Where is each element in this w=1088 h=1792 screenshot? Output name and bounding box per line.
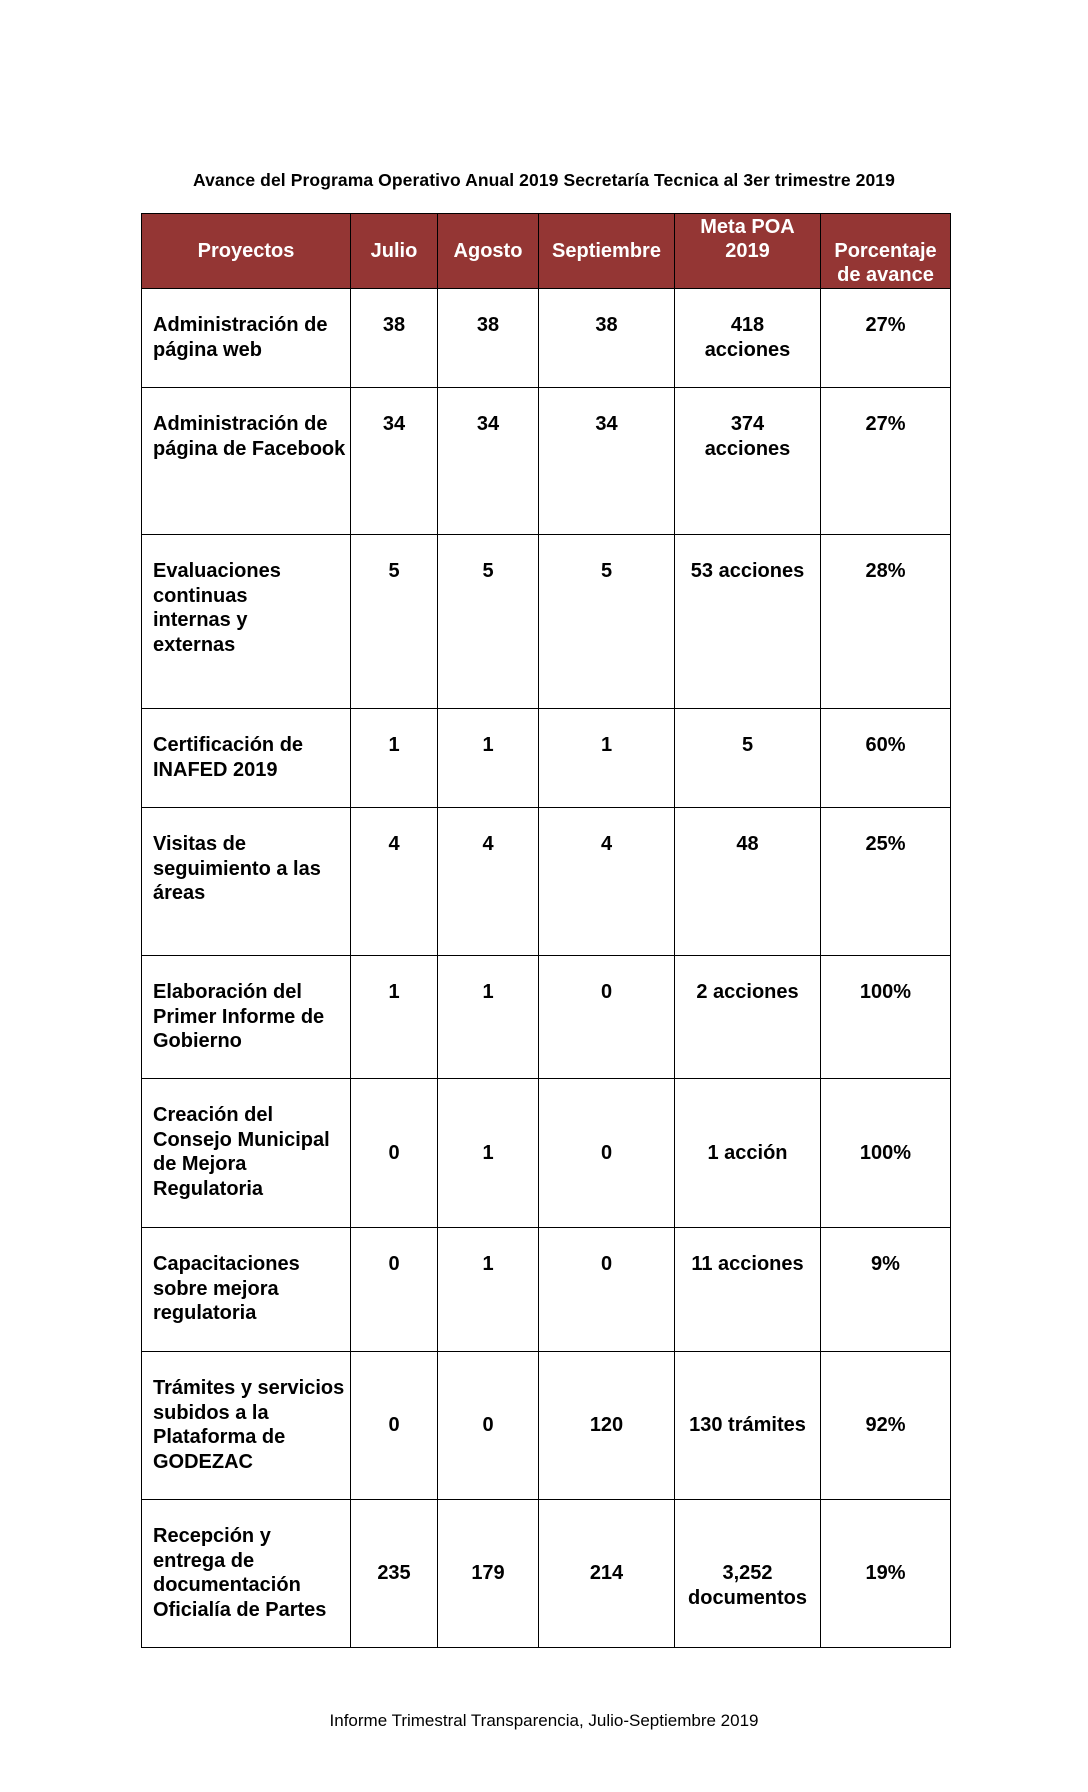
header-meta-line2: 2019: [725, 240, 770, 262]
cell-agosto: 1: [438, 956, 539, 1079]
poa-progress-table: [141, 213, 951, 1648]
cell-septiembre: 5: [539, 535, 675, 709]
cell-agosto: 34: [438, 388, 539, 535]
cell-agosto: 4: [438, 808, 539, 956]
cell-julio: 235: [351, 1500, 438, 1648]
table-row: [142, 388, 951, 535]
page-footer: Informe Trimestral Transparencia, Julio-Septiembre 2019: [329, 1711, 759, 1730]
cell-porcentaje: 28%: [821, 535, 951, 709]
cell-meta: 130 trámites: [675, 1352, 821, 1500]
cell-julio: 1: [351, 956, 438, 1079]
cell-porcentaje: 100%: [821, 1079, 951, 1228]
cell-proyecto: Recepción y entrega de documentación Oficialía de Partes: [142, 1500, 351, 1648]
cell-meta-value: 3,252 documentos: [688, 1562, 807, 1609]
cell-meta: [675, 1500, 821, 1648]
cell-porcentaje: 25%: [821, 808, 951, 956]
cell-proyecto: Creación del Consejo Municipal de Mejora Regulatoria: [142, 1079, 351, 1228]
cell-meta: [675, 388, 821, 535]
header-porcentaje-line2: de avance: [837, 264, 934, 286]
cell-meta: 48: [675, 808, 821, 956]
cell-septiembre: 0: [539, 1079, 675, 1228]
document-title: Avance del Programa Operativo Anual 2019 Secretaría Tecnica al 3er trimestre 2019: [193, 170, 895, 190]
cell-septiembre: 38: [539, 289, 675, 388]
cell-porcentaje: 19%: [821, 1500, 951, 1648]
cell-porcentaje: 92%: [821, 1352, 951, 1500]
header-porcentaje-line1: Porcentaje: [834, 240, 937, 262]
cell-meta: 1 acción: [675, 1079, 821, 1228]
header-meta-line1: Meta POA: [700, 216, 795, 238]
cell-proyecto: Trámites y servicios subidos a la Plataforma de GODEZAC: [142, 1352, 351, 1500]
cell-proyecto: Administración de página de Facebook: [142, 388, 351, 535]
cell-porcentaje: 9%: [821, 1228, 951, 1352]
cell-meta-value: 418 acciones: [704, 314, 791, 361]
cell-julio: 1: [351, 709, 438, 808]
cell-septiembre: 0: [539, 1228, 675, 1352]
table-row: [142, 1228, 951, 1352]
cell-agosto: 179: [438, 1500, 539, 1648]
cell-julio: 38: [351, 289, 438, 388]
cell-julio: 4: [351, 808, 438, 956]
cell-septiembre: 34: [539, 388, 675, 535]
cell-agosto: 1: [438, 1228, 539, 1352]
cell-septiembre: 0: [539, 956, 675, 1079]
cell-porcentaje: 100%: [821, 956, 951, 1079]
table-row: [142, 1079, 951, 1228]
table-row: [142, 709, 951, 808]
cell-meta: 11 acciones: [675, 1228, 821, 1352]
cell-proyecto: Elaboración del Primer Informe de Gobierno: [142, 956, 351, 1079]
cell-proyecto: Visitas de seguimiento a las áreas: [142, 808, 351, 956]
cell-meta: 2 acciones: [675, 956, 821, 1079]
cell-agosto: 1: [438, 1079, 539, 1228]
table-row: [142, 956, 951, 1079]
cell-meta: 53 acciones: [675, 535, 821, 709]
cell-meta: 5: [675, 709, 821, 808]
table-row: [142, 1500, 951, 1648]
header-septiembre: Septiembre: [539, 214, 675, 289]
cell-agosto: 5: [438, 535, 539, 709]
cell-porcentaje: 27%: [821, 388, 951, 535]
cell-meta: [675, 289, 821, 388]
cell-septiembre: 214: [539, 1500, 675, 1648]
cell-septiembre: 120: [539, 1352, 675, 1500]
header-meta-poa: [675, 214, 821, 289]
header-agosto: Agosto: [438, 214, 539, 289]
table-row: [142, 808, 951, 956]
table-row: [142, 535, 951, 709]
cell-julio: 34: [351, 388, 438, 535]
cell-meta-value: 374 acciones: [704, 413, 791, 460]
cell-septiembre: 4: [539, 808, 675, 956]
table-row: [142, 289, 951, 388]
cell-julio: 0: [351, 1079, 438, 1228]
table-header-row: [142, 214, 951, 289]
cell-julio: 5: [351, 535, 438, 709]
cell-porcentaje: 60%: [821, 709, 951, 808]
header-porcentaje: [821, 214, 951, 289]
header-proyectos: Proyectos: [142, 214, 351, 289]
table-row: [142, 1352, 951, 1500]
cell-septiembre: 1: [539, 709, 675, 808]
cell-julio: 0: [351, 1352, 438, 1500]
header-julio: Julio: [351, 214, 438, 289]
cell-proyecto: Capacitaciones sobre mejora regulatoria: [142, 1228, 351, 1352]
cell-julio: 0: [351, 1228, 438, 1352]
cell-agosto: 0: [438, 1352, 539, 1500]
cell-proyecto: Certificación de INAFED 2019: [142, 709, 351, 808]
cell-agosto: 38: [438, 289, 539, 388]
cell-proyecto: Administración de página web: [142, 289, 351, 388]
cell-agosto: 1: [438, 709, 539, 808]
cell-proyecto: Evaluaciones continuas internas y externas: [142, 535, 351, 709]
cell-porcentaje: 27%: [821, 289, 951, 388]
